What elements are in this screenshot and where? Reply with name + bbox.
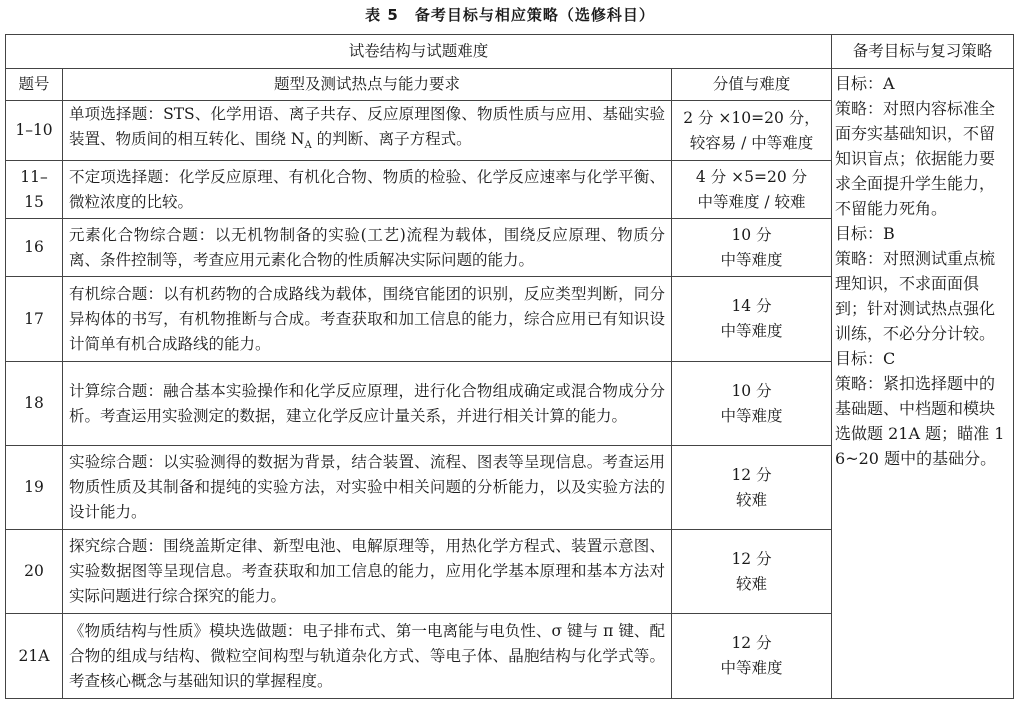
row-level: 较容易 / 中等难度 [689,133,814,152]
row-num: 1–10 [6,101,63,161]
row-score-value: 12 分 [731,549,772,568]
strategy-line: 策略：对照内容标准全面夯实基础知识，不留知识盲点；依据能力要求全面提升学生能力，不留能力死角。 [835,99,996,218]
row-num: 16 [6,219,63,277]
row-content: 元素化合物综合题：以无机物制备的实验(工艺)流程为载体，围绕反应原理、物质分离、条件控制等，考查应用元素化合物的性质解决实际问题的能力。 [63,219,672,277]
row-level: 中等难度 [720,322,783,340]
row-score-value: 4 分 ×5=20 分 [695,167,808,186]
row-score-value: 10 分 [731,225,772,244]
row-score [672,219,832,277]
row-score [672,101,832,161]
strategy-table [5,34,1014,699]
row-level: 中等难度 [720,406,783,425]
row-num: 18 [6,362,63,446]
header-score: 分值与难度 [672,69,832,101]
header-content: 题型及测试热点与能力要求 [63,69,672,101]
row-content [63,101,672,161]
row-num: 19 [6,446,63,530]
row-score [672,161,832,219]
row-score [672,614,832,699]
row-score [672,362,832,446]
strategy-line: 目标：B [835,224,895,243]
row-score-value: 14 分 [731,297,772,315]
strategy-line: 策略：对照测试重点梳理知识，不求面面俱到；针对测试热点强化训练，不必分分计较。 [835,249,996,343]
row-level: 中等难度 [720,659,783,677]
row-score-value: 12 分 [731,465,772,484]
table-caption: 表 5 备考目标与相应策略（选修科目） [365,6,655,24]
strategy-line: 目标：C [835,349,896,368]
row-level: 中等难度 / 较难 [697,192,806,211]
row-content: 计算综合题：融合基本实验操作和化学反应原理，进行化合物组成确定或混合物成分分析。考查运用实验测定的数据，建立化学反应计量关系，并进行相关计算的能力。 [63,362,672,446]
row-num: 20 [6,530,63,614]
row-content: 有机综合题：以有机药物的合成路线为载体，围绕官能团的识别，反应类型判断，同分异构体的书写，有机物推断与合成。考查获取和加工信息的能力，综合应用已有知识设计简单有机合成路线的能力。 [63,277,672,362]
row-score-value: 2 分 ×10=20 分， [683,108,820,127]
strategy-line: 策略：紧扣选择题中的基础题、中档题和模块选做题 21A 题；瞄准 16~20 题中的基础分。 [835,374,1005,468]
row-content: 探究综合题：围绕盖斯定律、新型电池、电解原理等，用热化学方程式、装置示意图、实验数据图等呈现信息。考查获取和加工信息的能力，应用化学基本原理和基本方法对实际问题进行综合探究的能力。 [63,530,672,614]
row-level: 较难 [736,490,768,509]
row-score-value: 12 分 [731,634,772,652]
row-content: 不定项选择题：化学反应原理、有机化合物、物质的检验、化学反应速率与化学平衡、微粒浓度的比较。 [63,161,672,219]
row-score [672,277,832,362]
row-score [672,446,832,530]
row-content-tail: 的判断、离子方程式。 [311,130,472,149]
row-score-value: 10 分 [731,381,772,400]
row-num: 17 [6,277,63,362]
row-num: 21A [6,614,63,699]
header-strategy: 备考目标与复习策略 [832,35,1014,69]
row-level: 中等难度 [720,250,783,269]
row-content: 《物质结构与性质》模块选做题：电子排布式、第一电离能与电负性、σ 键与 π 键、配合物的组成与结构、微粒空间构型与轨道杂化方式、等电子体、晶胞结构与化学式等。考查核心概念与基础知识的掌握程度。 [63,614,672,699]
strategy-line: 目标：A [835,74,895,93]
header-structure: 试卷结构与试题难度 [6,35,832,69]
row-score [672,530,832,614]
row-content: 实验综合题：以实验测得的数据为背景，结合装置、流程、图表等呈现信息。考查运用物质性质及其制备和提纯的实验方法，对实验中相关问题的分析能力，以及实验方法的设计能力。 [63,446,672,530]
row-content-sub: A [304,140,312,152]
row-num: 11–15 [6,161,63,219]
row-level: 较难 [736,574,768,593]
strategy-cell [832,69,1014,699]
row-content-text: 单项选择题：STS、化学用语、离子共存、反应原理图像、物质性质与应用、基础实验装置、物质间的相互转化、围绕 N [69,105,665,149]
header-num: 题号 [6,69,63,101]
